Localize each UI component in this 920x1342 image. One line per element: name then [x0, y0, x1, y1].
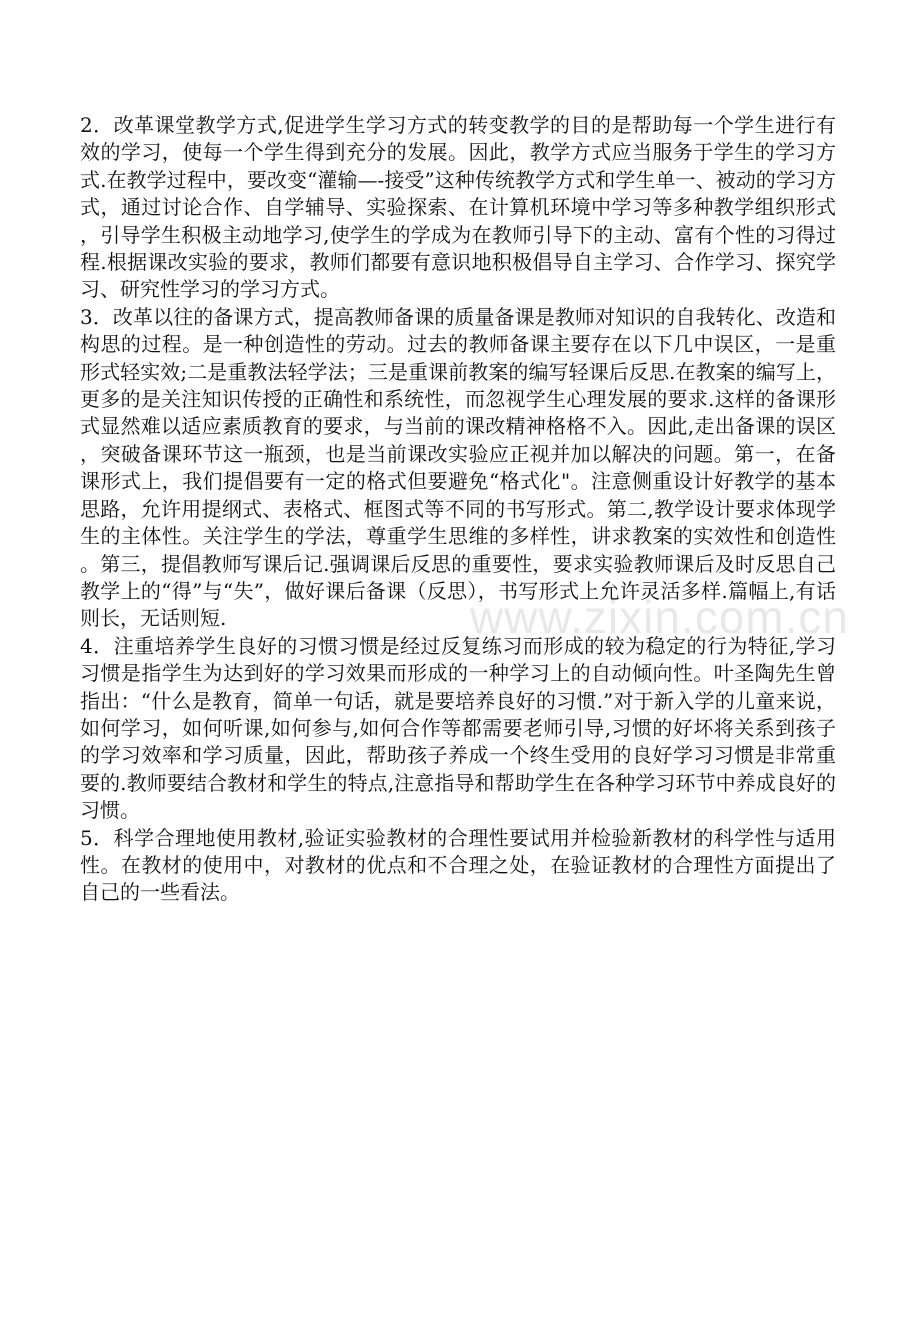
paragraph-5-teaching-materials: 5．科学合理地使用教材,验证实验教材的合理性要试用并检验新教材的科学性与适用性。在教材的使用中，对教材的优点和不合理之处，在验证教材的合理性方面提出了自己的一些看法。 [80, 825, 836, 905]
paragraph-3-lesson-preparation: 3．改革以往的备课方式，提高教师备课的质量备课是教师对知识的自我转化、改造和构思的过程。是一种创造性的劳动。过去的教师备课主要存在以下几中误区，一是重形式轻实效;二是重教法轻学法；三是重课前教案的编写轻课后反思.在教案的编写上，更多的是关注知识传授的正确性和系统性，而忽视学生心理发展的要求.这样的备课形式显然难以适应素质教育的要求，与当前的课改精神格格不入。因此,走出备课的误区，突破备课环节这一瓶颈，也是当前课改实验应正视并加以解决的问题。第一，在备课形式上，我们提倡要有一定的格式但要避免“格式化"。注意侧重设计好教学的基本思路，允许用提纲式、表格式、框图式等不同的书写形式。第二,教学设计要求体现学生的主体性。关注学生的学法，尊重学生思维的多样性，讲求教案的实效性和创造性。第三，提倡教师写课后记.强调课后反思的重要性，要求实验教师课后及时反思自己教学上的“得”与“失”，做好课后备课（反思），书写形式上允许灵活多样.篇幅上,有话则长，无话则短. [80, 304, 836, 631]
watermark-text: www.zixin.com.cn [470, 591, 849, 643]
document-body [80, 112, 836, 907]
paragraph-2-classroom-teaching: 2．改革课堂教学方式,促进学生学习方式的转变教学的目的是帮助每一个学生进行有效的学习，使每一个学生得到充分的发展。因此，教学方式应当服务于学生的学习方式.在教学过程中，要改变“灌输—-接受”这种传统教学方式和学生单一、被动的学习方式，通过讨论合作、自学辅导、实验探索、在计算机环境中学习等多种教学组织形式，引导学生积极主动地学习,使学生的学成为在教师引导下的主动、富有个性的习得过程.根据课改实验的要求，教师们都要有意识地积极倡导自主学习、合作学习、探究学习、研究性学习的学习方式。 [80, 113, 836, 302]
paragraph-4-study-habits: 4．注重培养学生良好的习惯习惯是经过反复练习而形成的较为稳定的行为特征,学习习惯是指学生为达到好的学习效果而形成的一种学习上的自动倾向性。叶圣陶先生曾指出：“什么是教育，简单一句话，就是要培养良好的习惯.”对于新入学的儿童来说，如何学习，如何听课,如何参与,如何合作等都需要老师引导,习惯的好坏将关系到孩子的学习效率和学习质量，因此，帮助孩子养成一个终生受用的良好学习习惯是非常重要的.教师要结合教材和学生的特点,注意指导和帮助学生在各种学习环节中养成良好的习惯。 [80, 633, 836, 823]
